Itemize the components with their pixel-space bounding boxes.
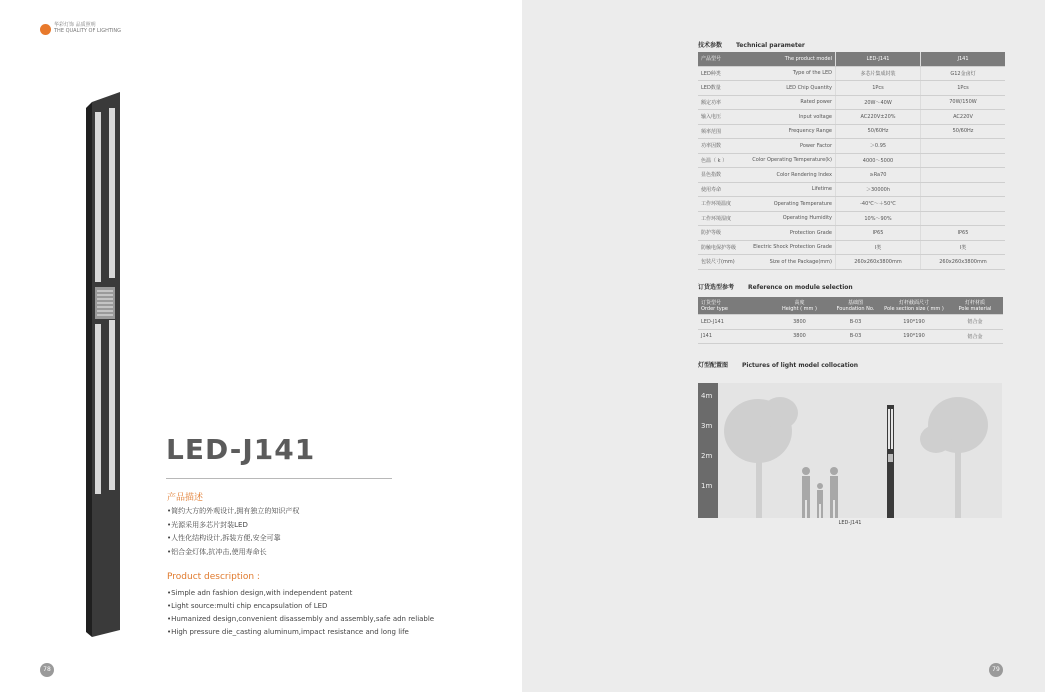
list-item: •Humanized design,convenient disassembly and assembly,safe adn reliable xyxy=(167,615,435,623)
table-cell: I类 xyxy=(921,240,1006,255)
table-row xyxy=(698,182,1005,197)
table-row xyxy=(698,240,1005,255)
table-cell: 铝合金 xyxy=(947,329,1003,344)
table-cell: Power Factor xyxy=(744,139,836,154)
table-row xyxy=(698,226,1005,241)
table-cell: B-03 xyxy=(830,329,881,344)
table-cell: 1Pcs xyxy=(836,81,921,96)
table-row xyxy=(698,139,1005,154)
table-cell: LED Chip Quantity xyxy=(744,81,836,96)
table-cell: Type of the LED xyxy=(744,66,836,81)
collocation-heading-cn: 灯型配置图 xyxy=(698,362,729,369)
order-heading xyxy=(698,282,853,291)
table-cell: 频率范围 xyxy=(698,124,744,139)
tech-heading xyxy=(698,40,805,49)
list-item: •铝合金灯体,抗冲击,使用寿命长 xyxy=(167,547,267,556)
column-header-cn: 灯杆材质 xyxy=(964,299,985,306)
table-cell: IP65 xyxy=(836,226,921,241)
table-cell: Color Operating Temperature(k) xyxy=(744,153,836,168)
table-cell: 260x260x3800mm xyxy=(921,255,1006,270)
scale-mark: 1m xyxy=(701,482,713,490)
left-page xyxy=(0,0,522,692)
column-header-en: Pole material xyxy=(958,305,992,312)
table-cell: B-03 xyxy=(830,315,881,330)
table-cell: 显色指数 xyxy=(698,168,744,183)
list-item: •简约大方的外观设计,拥有独立的知识产权 xyxy=(167,507,300,515)
collocation-heading xyxy=(698,360,858,369)
table-cell: The product model xyxy=(744,52,836,66)
order-heading-cn: 订货选型参考 xyxy=(698,284,735,291)
table-cell: 1Pcs xyxy=(921,81,1006,96)
scale-mark: 4m xyxy=(701,392,713,400)
column-header-en: Pole section size ( mm ) xyxy=(884,305,944,312)
table-cell: Operating Temperature xyxy=(744,197,836,212)
table-row xyxy=(698,168,1005,183)
table-cell: G12金卤灯 xyxy=(921,66,1006,81)
lamp-pole-icon xyxy=(887,405,894,518)
page-number: 79 xyxy=(989,663,1003,677)
table-cell: ＞0.95 xyxy=(836,139,921,154)
table-cell: Rated power xyxy=(744,95,836,110)
desc-cn-list xyxy=(167,505,299,559)
table-row xyxy=(698,211,1005,226)
column-header-cn: 高度 xyxy=(794,299,805,306)
table-cell xyxy=(921,211,1006,226)
table-cell: 50/60Hz xyxy=(921,124,1006,139)
table-cell xyxy=(921,182,1006,197)
table-cell: Color Rendering Index xyxy=(744,168,836,183)
brand-text xyxy=(54,22,121,34)
table-cell: 50/60Hz xyxy=(836,124,921,139)
column-header-en: Foundation No. xyxy=(836,305,875,312)
table-cell: LED-J141 xyxy=(836,52,921,66)
table-row xyxy=(698,329,1003,344)
column-header xyxy=(947,297,1003,315)
table-cell: Operating Humidity xyxy=(744,211,836,226)
table-cell: J141 xyxy=(698,329,769,344)
column-header xyxy=(830,297,881,315)
table-cell xyxy=(921,197,1006,212)
table-cell: 功率因数 xyxy=(698,139,744,154)
logo-en: THE QUALITY OF LIGHTING xyxy=(54,28,121,34)
table-cell: 防护等级 xyxy=(698,226,744,241)
collocation-image xyxy=(698,383,1002,518)
people-icon xyxy=(802,467,838,518)
table-row xyxy=(698,95,1005,110)
table-cell: 产品型号 xyxy=(698,52,744,66)
table-cell: 色温（ k ） xyxy=(698,153,744,168)
tech-heading-cn: 技术参数 xyxy=(698,42,723,49)
scene-illustration xyxy=(698,383,1002,518)
right-page xyxy=(522,0,1045,692)
column-header-cn: 灯杆截面尺寸 xyxy=(898,299,929,306)
table-cell: 工作环境湿度 xyxy=(698,211,744,226)
table-cell: 包装尺寸(mm) xyxy=(698,255,744,270)
table-cell: 多芯片集成封装 xyxy=(836,66,921,81)
table-cell: 使用寿命 xyxy=(698,182,744,197)
table-row xyxy=(698,124,1005,139)
table-row xyxy=(698,153,1005,168)
table-cell: 3800 xyxy=(769,329,830,344)
column-header xyxy=(698,297,769,315)
table-cell: AC220V±20% xyxy=(836,110,921,125)
table-cell: 20W～40W xyxy=(836,95,921,110)
table-row xyxy=(698,197,1005,212)
desc-en-heading: Product description : xyxy=(167,572,260,582)
order-heading-en: Reference on module selection xyxy=(748,284,853,291)
table-row xyxy=(698,81,1005,96)
table-cell: Frequency Range xyxy=(744,124,836,139)
tree-right-icon xyxy=(920,397,988,518)
table-row xyxy=(698,52,1005,66)
table-cell: 3800 xyxy=(769,315,830,330)
table-cell: 工作环境温度 xyxy=(698,197,744,212)
list-item: •Light source:multi chip encapsulation of LED xyxy=(167,602,328,610)
column-header-cn: 订货型号 xyxy=(701,299,722,306)
table-cell: ≥Ra70 xyxy=(836,168,921,183)
table-row xyxy=(698,66,1005,81)
page-number: 78 xyxy=(40,663,54,677)
table-cell: 10%～90% xyxy=(836,211,921,226)
table-cell: I类 xyxy=(836,240,921,255)
table-cell: ＞30000h xyxy=(836,182,921,197)
column-header-en: Order type xyxy=(701,305,728,312)
table-cell: Protection Grade xyxy=(744,226,836,241)
table-cell: AC220V xyxy=(921,110,1006,125)
table-cell: 4000～5000 xyxy=(836,153,921,168)
list-item: •人性化结构设计,拆装方便,安全可靠 xyxy=(167,534,281,542)
table-cell: -40℃～＋50℃ xyxy=(836,197,921,212)
table-cell: 额定功率 xyxy=(698,95,744,110)
list-item: •光源采用多芯片封装LED xyxy=(167,520,248,529)
table-cell: 防触电保护等级 xyxy=(698,240,744,255)
table-row xyxy=(698,255,1005,270)
table-cell: J141 xyxy=(921,52,1006,66)
table-cell: LED数量 xyxy=(698,81,744,96)
table-cell: 输入电压 xyxy=(698,110,744,125)
collocation-caption: LED-J141 xyxy=(838,520,862,526)
table-cell: Size of the Package(mm) xyxy=(744,255,836,270)
table-cell: LED-J141 xyxy=(698,315,769,330)
column-header xyxy=(769,297,830,315)
desc-cn-heading: 产品描述 xyxy=(167,493,204,503)
tech-heading-en: Technical parameter xyxy=(736,42,805,49)
table-cell xyxy=(921,153,1006,168)
tech-table xyxy=(698,52,1005,270)
list-item: •Simple adn fashion design,with independent patent xyxy=(167,589,353,597)
column-header xyxy=(881,297,947,315)
table-cell: 260x260x3800mm xyxy=(836,255,921,270)
lamp-pole-image xyxy=(80,92,128,637)
logo-cn: 华彩灯饰 品质照明 xyxy=(54,22,96,28)
collocation-heading-en: Pictures of light model collocation xyxy=(742,362,859,369)
table-cell xyxy=(921,168,1006,183)
table-cell: Lifetime xyxy=(744,182,836,197)
desc-en-list xyxy=(167,587,434,639)
list-item: •High pressure die_casting aluminum,impact resistance and long life xyxy=(167,628,409,636)
table-cell: Electric Shock Protection Grade xyxy=(744,240,836,255)
table-cell: 190*190 xyxy=(881,315,947,330)
table-row xyxy=(698,315,1003,330)
order-table xyxy=(698,297,1003,344)
scale-mark: 2m xyxy=(701,452,713,460)
table-cell: 190*190 xyxy=(881,329,947,344)
brand-logo-icon xyxy=(40,24,51,35)
table-cell: 铝合金 xyxy=(947,315,1003,330)
table-cell xyxy=(921,139,1006,154)
table-cell: LED种类 xyxy=(698,66,744,81)
column-header-cn: 基础图 xyxy=(847,299,863,306)
table-row xyxy=(698,110,1005,125)
table-cell: 70W/150W xyxy=(921,95,1006,110)
title-divider xyxy=(166,478,392,479)
column-header-en: Height ( mm ) xyxy=(782,305,817,312)
tree-left-icon xyxy=(724,397,798,518)
scale-mark: 3m xyxy=(701,422,713,430)
table-cell: Input voltage xyxy=(744,110,836,125)
table-cell: IP65 xyxy=(921,226,1006,241)
product-model-title: LED-J141 xyxy=(166,433,316,466)
